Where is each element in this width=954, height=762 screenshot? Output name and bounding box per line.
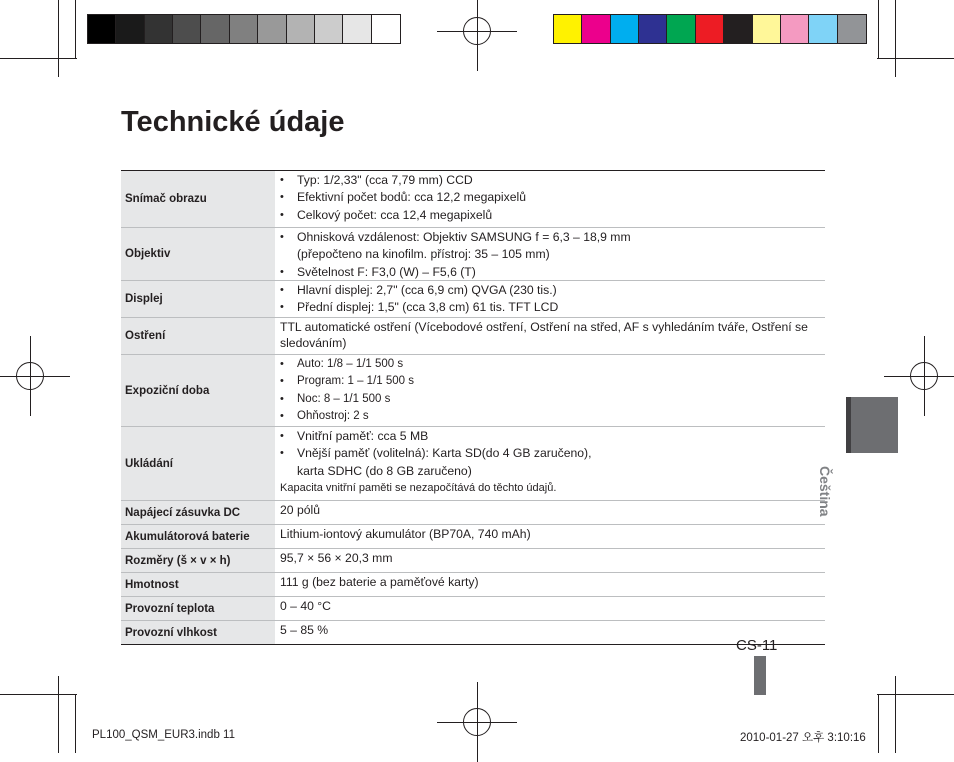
page-number: CS-11: [736, 637, 778, 654]
color-swatch: [145, 15, 173, 43]
color-swatch: [230, 15, 258, 43]
color-swatch: [287, 15, 315, 43]
color-swatch: [639, 15, 667, 43]
row-value: TTL automatické ostření (Vícebodové ostření, Ostření na střed, AF s vyhledáním tváře, Ostření se sledováním): [280, 320, 808, 350]
crop-mark: [75, 0, 76, 58]
table-row: [121, 525, 825, 549]
row-label: Napájecí zásuvka DC: [121, 501, 276, 524]
row-label: Ukládání: [121, 427, 276, 500]
row-value: • Typ: 1/2,33" (cca 7,79 mm) CCD • Efektivní počet bodů: cca 12,2 megapixelů • Celkový počet: cca 12,4 megapixelů: [280, 173, 526, 222]
color-swatch: [173, 15, 201, 43]
color-swatch: [116, 15, 144, 43]
row-label: Ostření: [121, 318, 276, 354]
table-row: [121, 573, 825, 597]
row-value: • Vnitřní paměť: cca 5 MB • Vnější paměť (volitelná): Karta SD(do 4 GB zaručeno), karta SDHC (do 8 GB zaručeno) Kapacita vnitřní paměti se nezapočítává do těchto údajů.: [276, 427, 825, 500]
row-value: 20 pólů: [280, 503, 320, 517]
table-row: [121, 171, 825, 228]
table-row: [121, 427, 825, 501]
row-value: • Hlavní displej: 2,7" (cca 6,9 cm) QVGA (230 tis.) • Přední displej: 1,5" (cca 3,8 cm) 61 tis. TFT LCD: [280, 283, 559, 315]
color-swatch: [88, 15, 116, 43]
page-title: Technické údaje: [121, 106, 345, 138]
color-swatch: [781, 15, 809, 43]
color-swatch: [667, 15, 695, 43]
slug-left: PL100_QSM_EUR3.indb 11: [92, 729, 235, 741]
color-swatch: [809, 15, 837, 43]
page-marker-bar: [754, 656, 766, 695]
registration-mark: [904, 356, 944, 396]
table-row: [121, 597, 825, 621]
color-swatch: [696, 15, 724, 43]
crop-mark: [58, 0, 59, 77]
color-swatch: [372, 15, 400, 43]
row-label: Expoziční doba: [121, 355, 276, 426]
crop-mark: [0, 58, 77, 59]
table-row: [121, 318, 825, 355]
table-row: [121, 281, 825, 318]
row-label: Provozní teplota: [121, 597, 276, 620]
color-swatch: [343, 15, 371, 43]
crop-mark: [75, 694, 76, 753]
row-label: Displej: [121, 281, 276, 317]
row-value: • Ohnisková vzdálenost: Objektiv SAMSUNG f = 6,3 – 18,9 mm (přepočteno na kinofilm. přístroj: 35 – 105 mm) • Světelnost F: F3,0 (W) – F5,6 (T): [280, 230, 631, 279]
row-label: Rozměry (š × v × h): [121, 549, 276, 572]
color-swatch: [724, 15, 752, 43]
crop-mark: [895, 676, 896, 753]
gray-swatch-bar: [87, 14, 401, 44]
row-value: 5 – 85 %: [280, 623, 329, 637]
table-row: [121, 549, 825, 573]
color-swatch: [201, 15, 229, 43]
registration-mark: [457, 702, 497, 742]
color-swatch: [582, 15, 610, 43]
color-swatch: [611, 15, 639, 43]
table-row: [121, 355, 825, 427]
slug-right: 2010-01-27 오후 3:10:16: [740, 732, 866, 744]
row-value: 111 g (bez baterie a paměťové karty): [280, 575, 479, 589]
row-label: Akumulátorová baterie: [121, 525, 276, 548]
row-label: Snímač obrazu: [121, 171, 276, 227]
tab-strip: [846, 397, 851, 453]
language-label: Čeština: [817, 466, 833, 517]
language-tab: [846, 397, 898, 453]
crop-mark: [895, 0, 896, 77]
crop-mark: [878, 0, 879, 58]
row-value: • Auto: 1/8 – 1/1 500 s • Program: 1 – 1/1 500 s • Noc: 8 – 1/1 500 s • Ohňostroj: 2 s: [280, 358, 414, 423]
row-label: Objektiv: [121, 228, 276, 280]
table-row: [121, 501, 825, 525]
storage-note: Kapacita vnitřní paměti se nezapočítává do těchto údajů.: [280, 482, 557, 495]
table-row: [121, 621, 825, 645]
color-swatch: [315, 15, 343, 43]
row-label: Hmotnost: [121, 573, 276, 596]
row-label: Provozní vlhkost: [121, 621, 276, 644]
row-value: Lithium-iontový akumulátor (BP70A, 740 mAh): [280, 527, 531, 541]
table-row: [121, 228, 825, 281]
row-value: 95,7 × 56 × 20,3 mm: [280, 551, 393, 565]
color-swatch: [258, 15, 286, 43]
crop-mark: [877, 694, 954, 695]
crop-mark: [58, 676, 59, 753]
color-swatch-bar: [553, 14, 867, 44]
crop-mark: [878, 694, 879, 753]
crop-mark: [0, 694, 77, 695]
color-swatch: [753, 15, 781, 43]
row-value: 0 – 40 °C: [280, 599, 331, 613]
crop-mark: [877, 58, 954, 59]
registration-mark: [457, 11, 497, 51]
spec-table: [121, 170, 825, 645]
color-swatch: [554, 15, 582, 43]
registration-mark: [10, 356, 50, 396]
color-swatch: [838, 15, 866, 43]
